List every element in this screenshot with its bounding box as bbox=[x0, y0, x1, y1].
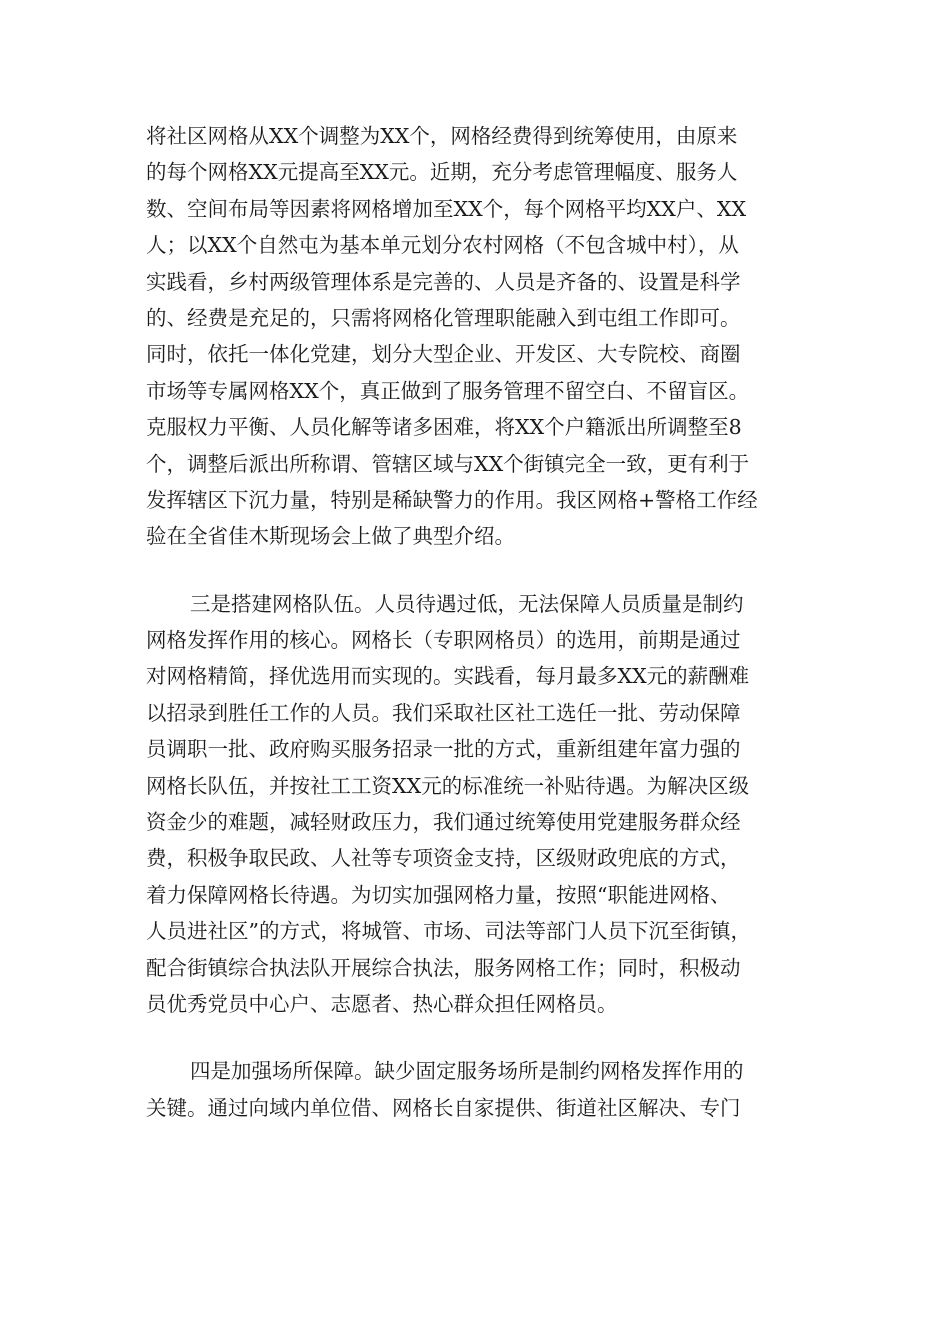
text-line: 个，调整后派出所称谓、管辖区域与XX个街镇完全一致，更有利于 bbox=[146, 451, 750, 476]
text-line-first: 三是搭建网格队伍。人员待遇过低，无法保障人员质量是制约 bbox=[190, 591, 744, 616]
text-line: 员调职一批、政府购买服务招录一批的方式，重新组建年富力强的 bbox=[146, 737, 741, 762]
text-line: 网格发挥作用的核心。网格长（专职网格员）的选用，前期是通过 bbox=[146, 628, 741, 653]
text-line: 员优秀党员中心户、志愿者、热心群众担任网格员。 bbox=[146, 991, 618, 1016]
text-line: 人员进社区”的方式，将城管、市场、司法等部门人员下沉至街镇， bbox=[146, 919, 751, 944]
text-line-first: 四是加强场所保障。缺少固定服务场所是制约网格发挥作用的 bbox=[190, 1059, 744, 1084]
text-line: 的每个网格XX元提高至XX元。近期，充分考虑管理幅度、服务人 bbox=[146, 160, 738, 185]
text-line: 验在全省佳木斯现场会上做了典型介绍。 bbox=[146, 524, 515, 549]
text-line: 资金少的难题，减轻财政压力，我们通过统筹使用党建服务群众经 bbox=[146, 810, 741, 835]
text-line: 将社区网格从XX个调整为XX个，网格经费得到统筹使用，由原来 bbox=[146, 124, 738, 148]
text-line: 关键。通过向域内单位借、网格长自家提供、街道社区解决、专门 bbox=[146, 1095, 741, 1120]
text-line: 实践看，乡村两级管理体系是完善的、人员是齐备的、设置是科学 bbox=[146, 269, 741, 294]
paragraph-grid-adjustment bbox=[146, 118, 816, 555]
text-line: 对网格精简，择优选用而实现的。实践看，每月最多XX元的薪酬难 bbox=[146, 664, 750, 689]
paragraph-spacer bbox=[146, 1022, 816, 1053]
text-line: 市场等专属网格XX个，真正做到了服务管理不留空白、不留盲区。 bbox=[146, 378, 750, 403]
text-line: 人；以XX个自然屯为基本单元划分农村网格（不包含城中村），从 bbox=[146, 233, 739, 258]
text-line: 网格长队伍，并按社工工资XX元的标准统一补贴待遇。为解决区级 bbox=[146, 773, 750, 798]
text-line: 费，积极争取民政、人社等专项资金支持，区级财政兜底的方式， bbox=[146, 846, 741, 871]
document-body bbox=[146, 118, 816, 1126]
text-line: 发挥辖区下沉力量，特别是稀缺警力的作用。我区网格+警格工作经 bbox=[146, 487, 758, 512]
text-line: 以招录到胜任工作的人员。我们采取社区社工选任一批、劳动保障 bbox=[146, 700, 741, 725]
text-line: 的、经费是充足的，只需将网格化管理职能融入到屯组工作即可。 bbox=[146, 305, 741, 330]
paragraph-spacer bbox=[146, 555, 816, 586]
text-line: 配合街镇综合执法队开展综合执法，服务网格工作；同时，积极动 bbox=[146, 955, 741, 980]
text-line: 同时，依托一体化党建，划分大型企业、开发区、大专院校、商圈 bbox=[146, 342, 741, 367]
text-line: 克服权力平衡、人员化解等诸多困难，将XX个户籍派出所调整至8 bbox=[146, 415, 742, 440]
text-line: 数、空间布局等因素将网格增加至XX个，每个网格平均XX户、XX bbox=[146, 196, 747, 221]
paragraph-venue-support bbox=[146, 1053, 816, 1126]
text-line: 着力保障网格长待遇。为切实加强网格力量，按照“职能进网格、 bbox=[146, 882, 731, 907]
paragraph-grid-team bbox=[146, 586, 816, 1023]
